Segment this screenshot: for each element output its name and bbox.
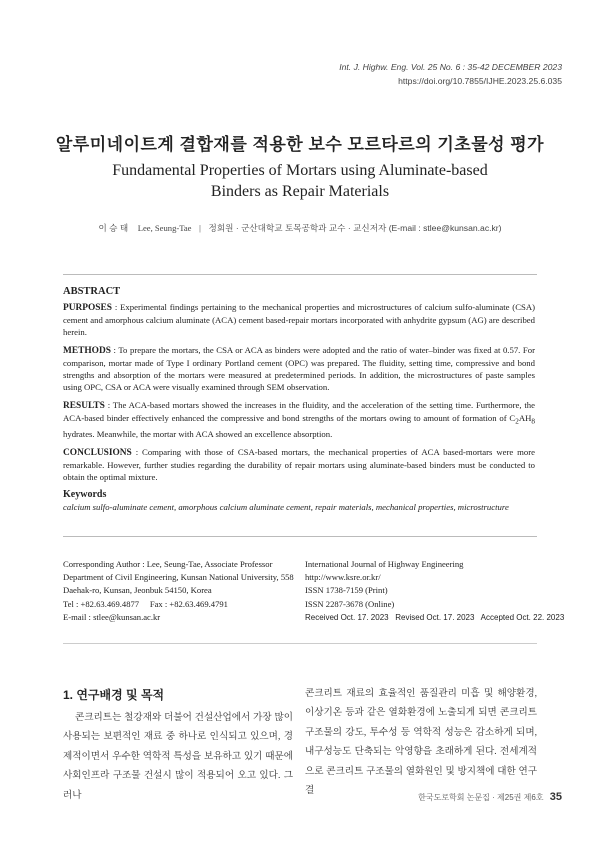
corr-email[interactable]: E-mail : stlee@kunsan.ac.kr: [63, 611, 161, 622]
info-line: ISSN 1738-7159 (Print): [305, 585, 388, 596]
page-footer: [418, 791, 562, 803]
page-number: 35: [549, 791, 562, 803]
title-korean: 알루미네이트계 결합재를 적용한 보수 모르타르의 기초물성 평가: [55, 135, 545, 154]
info-dates: Received Oct. 17. 2023 Revised Oct. 17. 2023 Accepted Oct. 22. 2023: [305, 612, 565, 622]
divider: [63, 643, 537, 644]
corr-line: Tel : +82.63.469.4877 Fax : +82.63.469.4791: [63, 598, 228, 609]
abstract: [63, 286, 535, 513]
abstract-heading: ABSTRACT: [63, 286, 121, 297]
info-line: ISSN 2287-3678 (Online): [305, 598, 395, 609]
keywords-heading: Keywords: [63, 488, 107, 500]
section-title: 1. 연구배경 및 목적: [63, 688, 165, 702]
corr-line: Corresponding Author : Lee, Seung-Tae, Associate Professor: [63, 559, 273, 569]
abstract-methods: METHODS : To prepare the mortars, the CSA or ACA as binders were adopted and the ratio of water–binder was fixed at 0.57. For comparison, mortar made of Type I ordinary Portland cement (OPC) was prepared. The fluidity, setting time, compressive and bond strengths and absorption of the mortars were measured at predetermined periods. In addition, the microstructures of paste samples using OPC, CSA or ACA were visually examined through SEM observation.: [63, 345, 535, 392]
corr-line: Daehak-ro, Kunsan, Jeonbuk 54150, Korea: [63, 585, 212, 596]
body-column-left: [63, 708, 293, 805]
corr-line: Department of Civil Engineering, Kunsan National University, 558: [63, 572, 294, 583]
body-column-right: [305, 684, 537, 800]
footer-journal: 한국도로학회 논문집 · 제25권 제6호: [418, 793, 544, 802]
correspondence-block: [63, 558, 295, 624]
journal-header: [339, 60, 562, 88]
info-url[interactable]: http://www.ksre.or.kr/: [305, 572, 381, 583]
title-english: Fundamental Properties of Mortars using Aluminate-based Binders as Repair Materials: [112, 162, 488, 200]
abstract-conclusions: CONCLUSIONS : Comparing with those of CSA-based mortars, the mechanical properties of ACA based-mortars were more remarkable. However, further studies regarding the durability of repair mortars using aluminate-based binders must be conducted to obtain the optimal mixture.: [63, 446, 535, 482]
author-name-en: Lee, Seung-Tae: [137, 223, 192, 233]
journal-doi[interactable]: https://doi.org/10.7855/IJHE.2023.25.6.035: [398, 76, 562, 86]
body-paragraph: 콘크리트는 철강재와 더불어 건설산업에서 가장 많이 사용되는 보편적인 재료 중 하나로 인식되고 있으며, 경제적이면서 우수한 역학적 특성을 보유하고 있기 때문에 사회인프라 구조물 건설시 많이 적용되어 오고 있다. 그러나: [63, 712, 293, 801]
author-name-ko: 이 승 태: [98, 223, 129, 233]
body-paragraph: 콘크리트 재료의 효율적인 품질관리 미흡 및 해양환경, 이상기온 등과 같은 열화환경에 노출되게 되면 콘크리트 구조물의 강도, 투수성 등 역학적 성능은 감소하게 되며, 내구성능도 단축되는 악영향을 초래하게 된다. 전세계적으로 콘크리트 구조물의 열화원인 및 방지책에 대한 연구결: [305, 688, 537, 797]
divider: [63, 274, 537, 275]
abstract-purposes: PURPOSES : Experimental findings pertaining to the mechanical properties and microstructures of calcium sulfo-aluminate (CSA) cement and amorphous calcium aluminate (ACA) cement based-repair mortars incorporated with anhydrite gypsum (AG) are described herein.: [63, 302, 535, 337]
divider: [63, 536, 537, 537]
journal-citation: Int. J. Highw. Eng. Vol. 25 No. 6 : 35-42 DECEMBER 2023: [339, 62, 562, 72]
abstract-results: RESULTS : The ACA-based mortars showed the increases in the fluidity, and the acceleration of the setting time. Furthermore, the ACA-based binder effectively enhanced the compressive and bond strengths of the mortars owing to amount of formation of $C_2AH_8$ hydrates. Meanwhile, the mortar with ACA showed an excellence absorption.: [63, 400, 535, 439]
author-affiliation: 정회원 · 군산대학교 토목공학과 교수 · 교신저자 (E-mail : stlee@kunsan.ac.kr): [208, 223, 502, 233]
author-line: 이 승 태 Lee, Seung-Tae | 정회원 · 군산대학교 토목공학과 교수 · 교신저자 (E-mail : stlee@kunsan.ac.kr): [98, 223, 502, 233]
journal-info-block: [305, 558, 565, 624]
info-line: International Journal of Highway Engineering: [305, 559, 464, 569]
keywords-list: calcium sulfo-aluminate cement, amorphous calcium aluminate cement, repair materials, mechanical properties, microstructure: [63, 501, 509, 512]
